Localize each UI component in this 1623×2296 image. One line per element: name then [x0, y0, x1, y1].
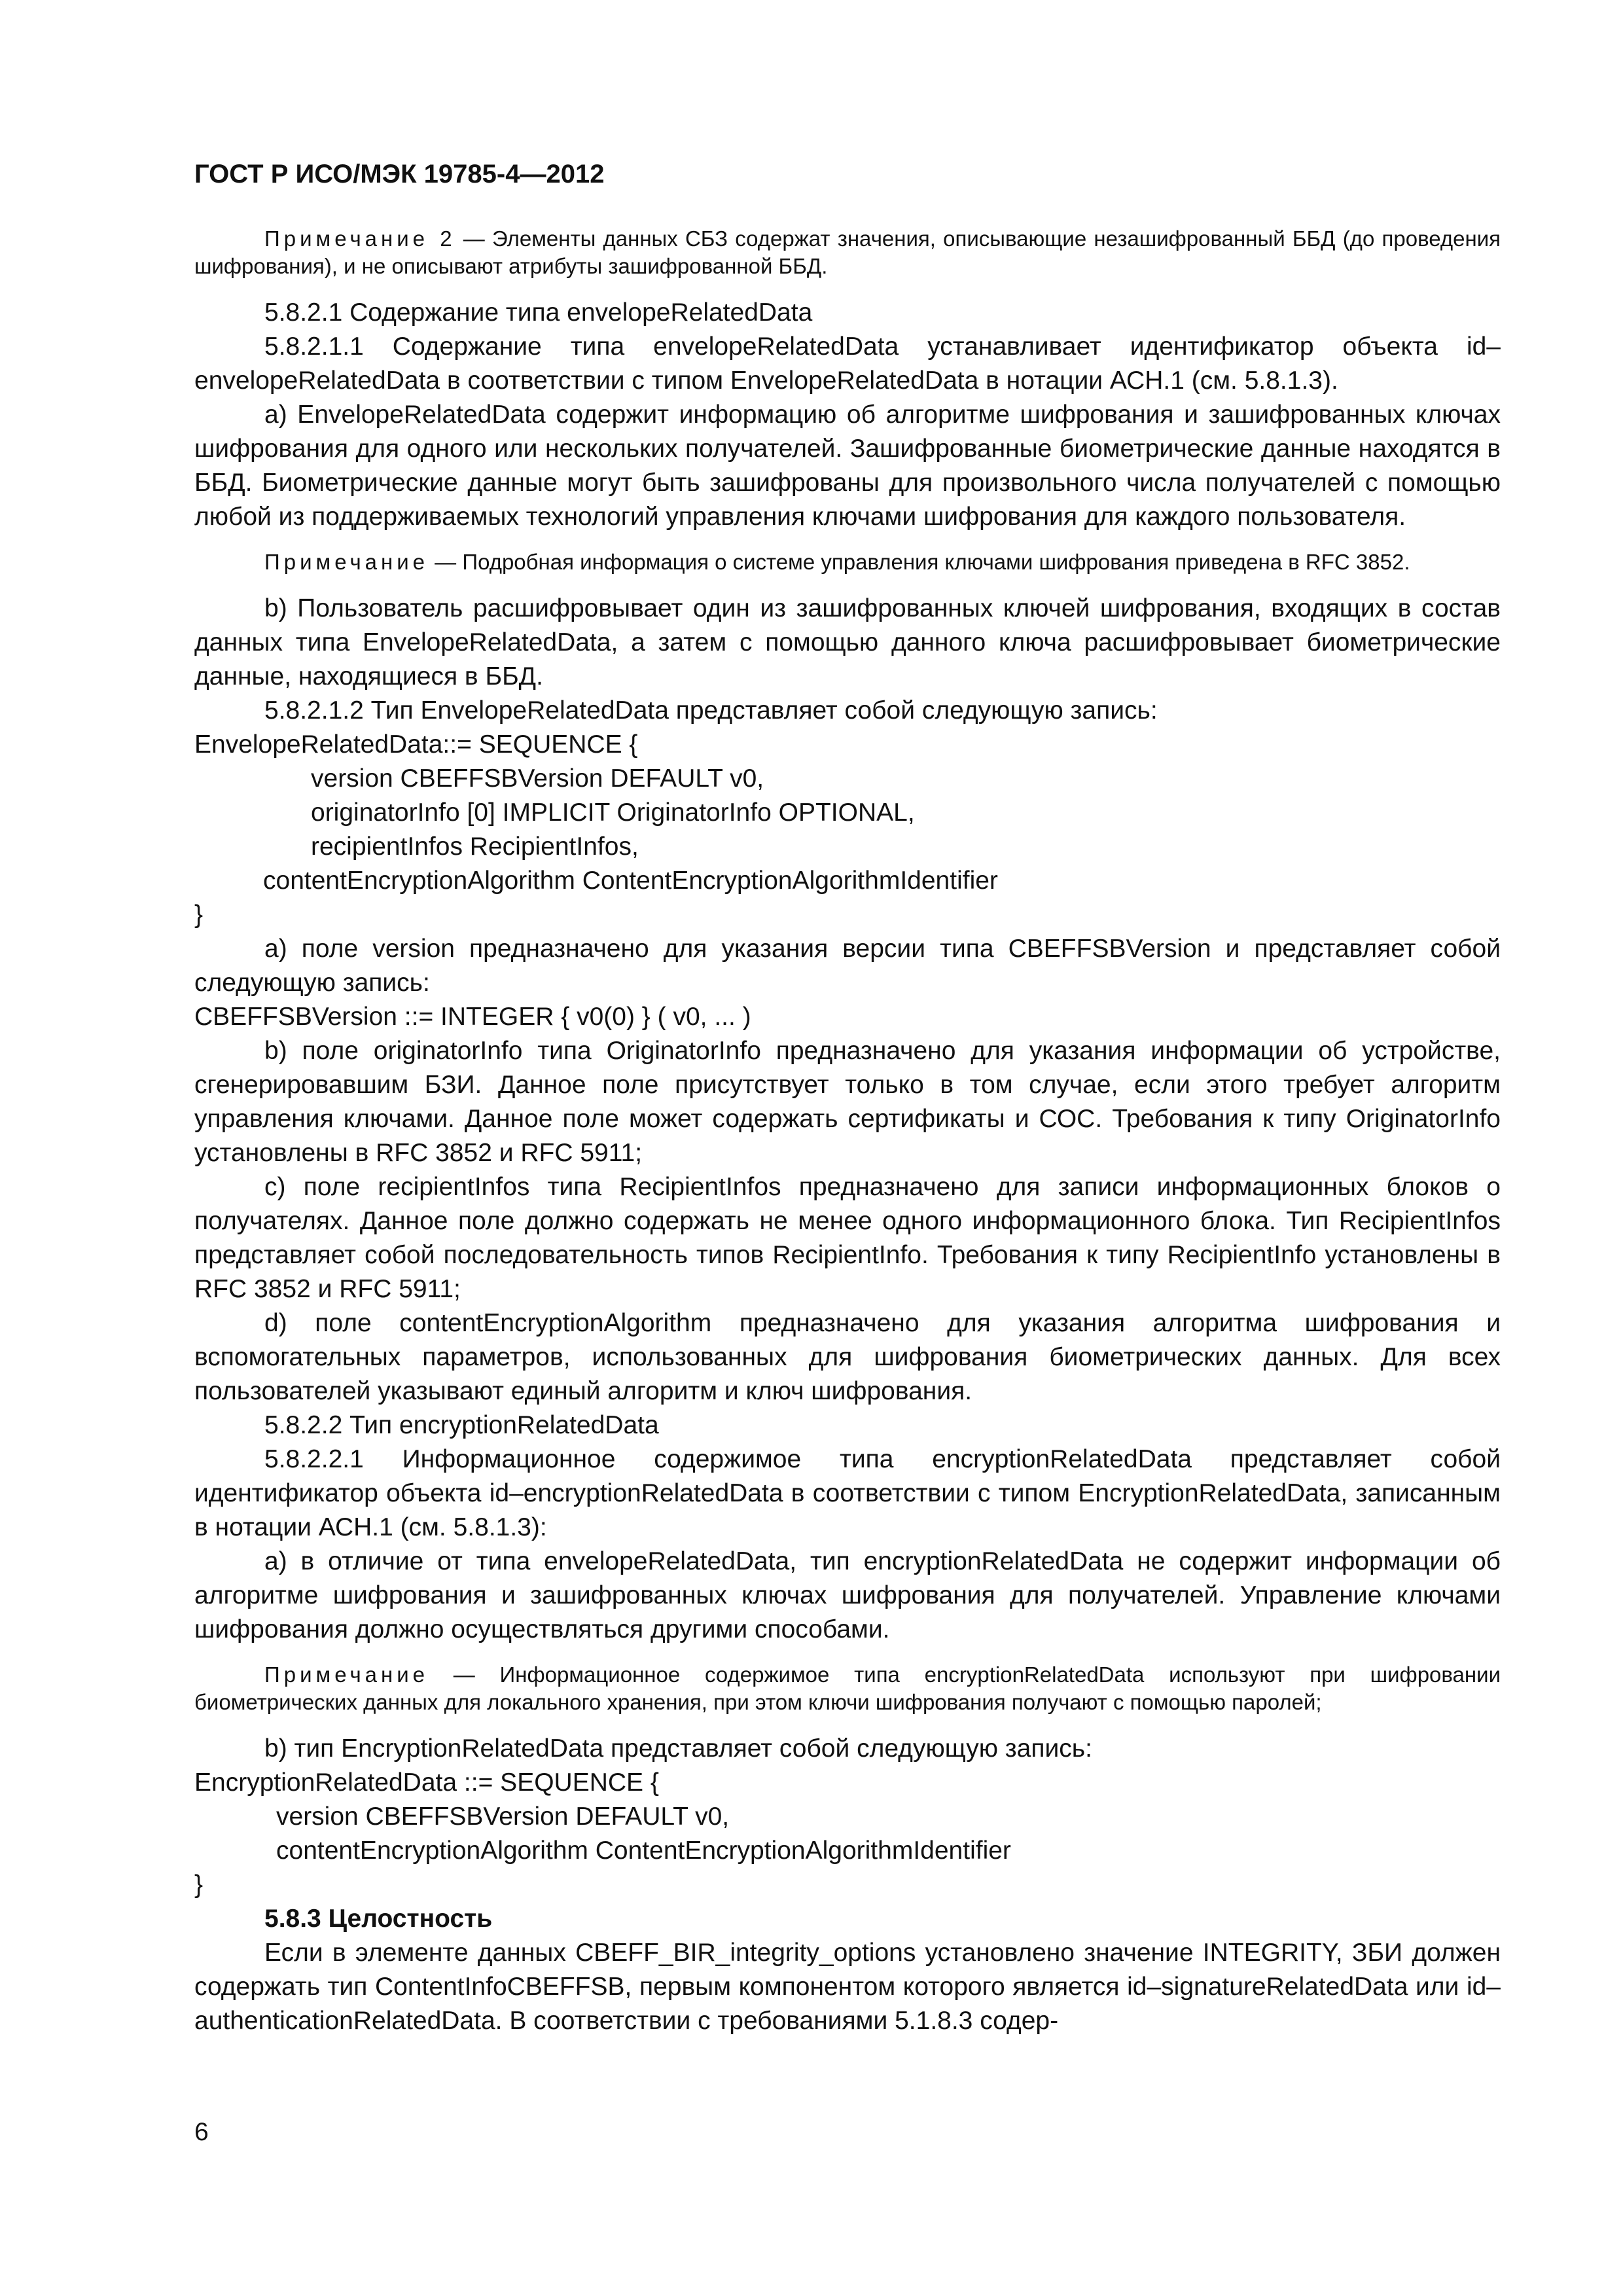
code-block-encryption — [194, 1766, 1501, 1902]
code-line: version CBEFFSBVersion DEFAULT v0, — [276, 1803, 730, 1831]
paragraph-5-8-2-1-2: 5.8.2.1.2 Тип EnvelopeRelatedData представляет собой следующую запись: — [264, 696, 1158, 725]
paragraph-5-8-2-2-1: 5.8.2.2.1 Информационное содержимое типа encryptionRelatedData представляет собой идентификатор объекта id–encryptionRelatedData в соответствии с типом EncryptionRelatedData, записанным в нотации АСН.1 (см. 5.8.1.3): — [194, 1445, 1501, 1541]
list-item-a-envelope: a) EnvelopeRelatedData содержит информацию об алгоритме шифрования и зашифрованных ключах шифрования для одного или нескольких получателей. Зашифрованные биометрические данные находятся в ББД. Биометрические данные могут быть зашифрованы для произвольного числа получателей с помощью любой из поддерживаемых технологий управления ключами шифрования для каждого пользователя. — [194, 401, 1501, 531]
note-label: Примечание — [264, 550, 429, 574]
code-block-envelope — [194, 728, 1501, 932]
list-item-b-decrypt: b) Пользователь расшифровывает один из зашифрованных ключей шифрования, входящих в состав данных типа EnvelopeRelatedData, а затем с помощью данного ключа расшифровывает биометрические данные, находящиеся в ББД. — [194, 594, 1501, 691]
code-line: } — [194, 1871, 204, 1899]
code-line: version CBEFFSBVersion DEFAULT v0, — [311, 764, 764, 793]
section-5-8-2-2-heading: 5.8.2.2 Тип encryptionRelatedData — [264, 1411, 659, 1439]
code-line: recipientInfos RecipientInfos, — [311, 833, 639, 861]
list-item-d-algorithm: d) поле contentEncryptionAlgorithm предназначено для указания алгоритма шифрования и вспомогательных параметров, использованных для шифрования биометрических данных. Для всех пользователей указывают единый алгоритм и ключ шифрования. — [194, 1309, 1501, 1405]
section-5-8-2-1-heading: 5.8.2.1 Содержание типа envelopeRelatedData — [264, 298, 813, 327]
note-key-management — [194, 548, 1501, 576]
paragraph-5-8-3: Если в элементе данных CBEFF_BIR_integrity_options установлено значение INTEGRITY, ЗБИ должен содержать тип ContentInfoCBEFFSB, первым компонентом которого является id–signatureRelatedData или id–authenticationRelatedData. В соответствии с требованиями 5.1.8.3 содер- — [194, 1939, 1501, 2035]
section-5-8-3-heading: 5.8.3 Целостность — [264, 1905, 493, 1933]
note-local-storage — [194, 1661, 1501, 1716]
note-label: Примечание — [264, 1662, 429, 1687]
note-text: — Информационное содержимое типа encryptionRelatedData используют при шифровании биометрических данных для локального хранения, при этом ключи шифрования получают с помощью паролей; — [194, 1662, 1501, 1714]
code-line: CBEFFSBVersion ::= INTEGER { v0(0) } ( v0, ... ) — [194, 1003, 751, 1031]
page-number: 6 — [194, 2118, 209, 2146]
note-2 — [194, 225, 1501, 280]
list-item-b-originator: b) поле originatorInfo типа OriginatorInfo предназначено для указания информации об устройстве, сгенерировавшим БЗИ. Данное поле присутствует только в том случае, если этого требует алгоритм управления ключами. Данное поле может содержать сертификаты и СОС. Требования к типу OriginatorInfo установлены в RFC 3852 и RFC 5911; — [194, 1037, 1501, 1167]
code-line: originatorInfo [0] IMPLICIT OriginatorInfo OPTIONAL, — [311, 798, 915, 827]
note-text: — Подробная информация о системе управления ключами шифрования приведена в RFC 3852. — [429, 550, 1410, 574]
code-line: } — [194, 901, 204, 929]
list-item-a-version: a) поле version предназначено для указания версии типа CBEFFSBVersion и представляет собой следующую запись: — [194, 935, 1501, 997]
code-block-version — [194, 1000, 1501, 1034]
note-text: — Элементы данных СБЗ содержат значения, описывающие незашифрованный ББД (до проведения шифрования), и не описывают атрибуты зашифрованной ББД. — [194, 226, 1501, 278]
paragraph-5-8-2-1-1: 5.8.2.1.1 Содержание типа envelopeRelatedData устанавливает идентификатор объекта id–envelopeRelatedData в соответствии с типом EnvelopeRelatedData в нотации АСН.1 (см. 5.8.1.3). — [194, 332, 1501, 395]
list-item-b-encryption-type: b) тип EncryptionRelatedData представляет собой следующую запись: — [264, 1734, 1092, 1763]
list-item-c-recipient: c) поле recipientInfos типа RecipientInfos предназначено для записи информационных блоков о получателях. Данное поле должно содержать не менее одного информационного блока. Тип RecipientInfos представляет собой последовательность типов RecipientInfo. Требования к типу RecipientInfo установлены в RFC 3852 и RFC 5911; — [194, 1173, 1501, 1303]
code-line: contentEncryptionAlgorithm ContentEncryptionAlgorithmIdentifier — [276, 1837, 1011, 1865]
document-header: ГОСТ Р ИСО/МЭК 19785-4—2012 — [194, 160, 605, 188]
list-item-a-encryption: a) в отличие от типа envelopeRelatedData, тип encryptionRelatedData не содержит информации об алгоритме шифрования и зашифрованных ключах шифрования для получателей. Управление ключами шифрования должно осуществляться другими способами. — [194, 1547, 1501, 1643]
code-line: EncryptionRelatedData ::= SEQUENCE { — [194, 1768, 659, 1797]
code-line: contentEncryptionAlgorithm ContentEncryptionAlgorithmIdentifier — [263, 867, 998, 895]
page-content — [194, 156, 1501, 2038]
note-label: Примечание 2 — [264, 226, 456, 251]
code-line: EnvelopeRelatedData::= SEQUENCE { — [194, 730, 638, 759]
